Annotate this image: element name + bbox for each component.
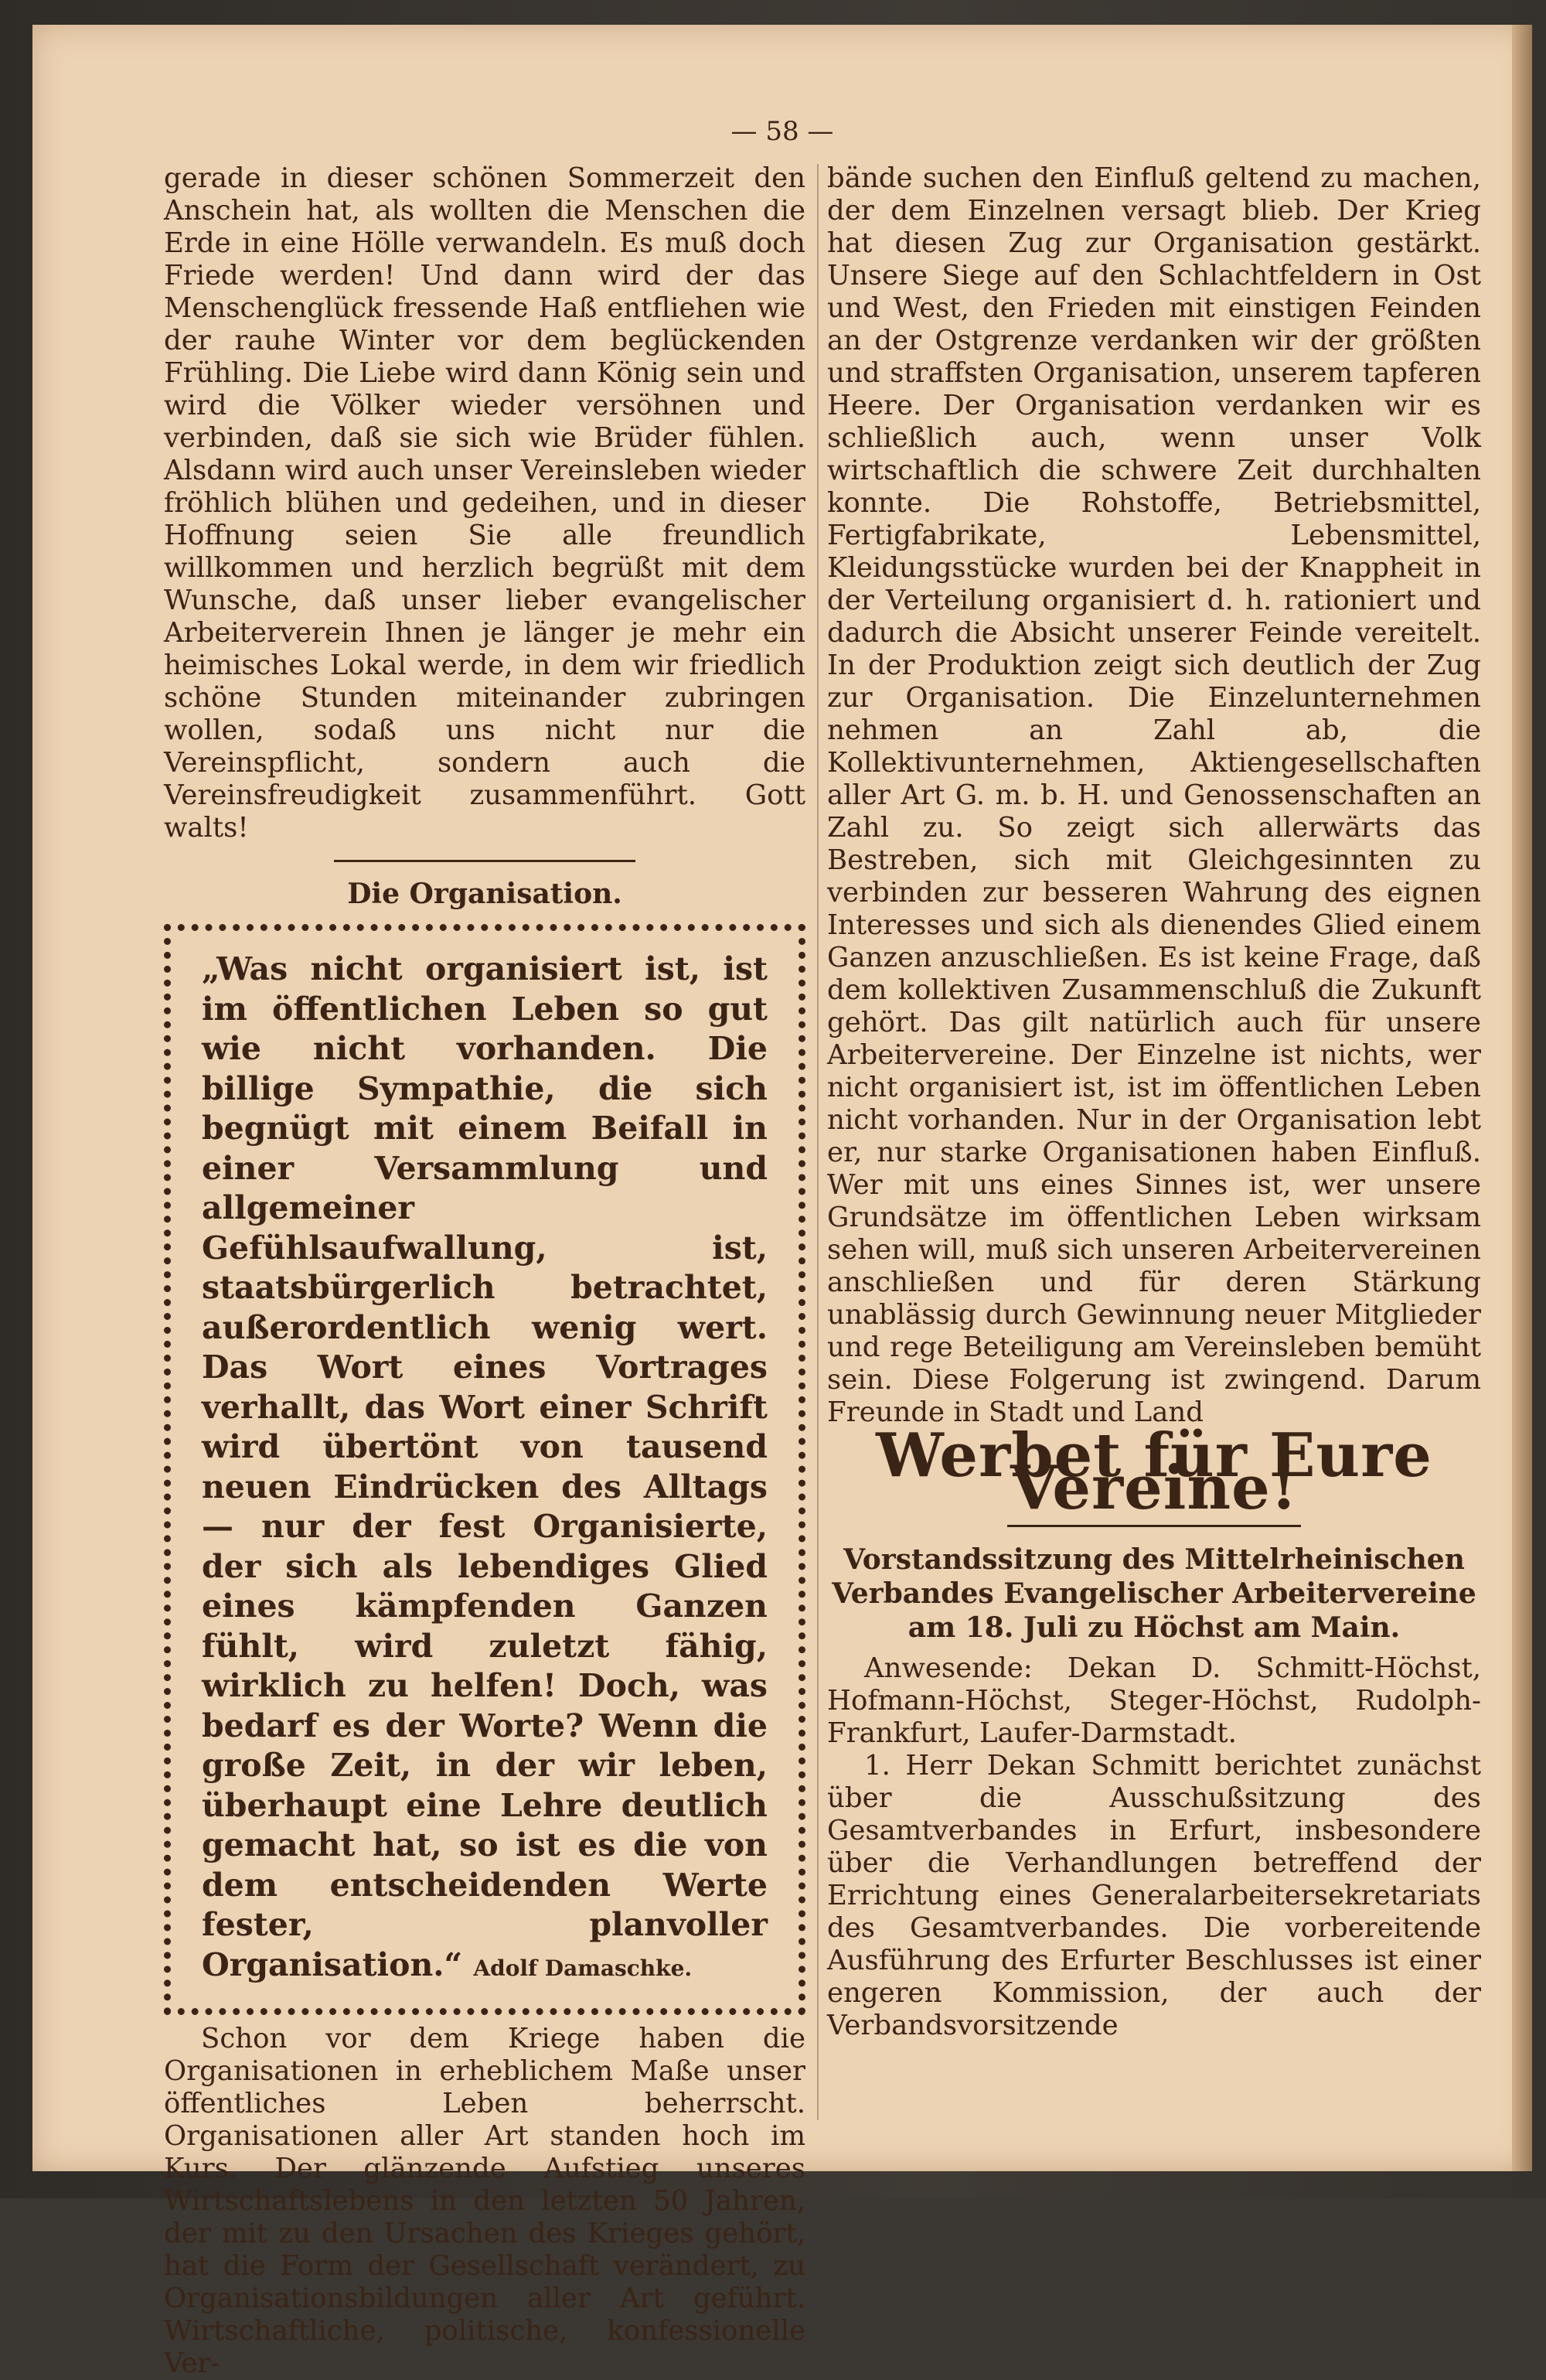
attendees-paragraph: Anwesende: Dekan D. Schmitt-Höchst, Hofmann-Höchst, Steger-Höchst, Rudolph-Frankfurt, Laufer-Darmstadt. [827, 1652, 1481, 1749]
meeting-title: Vorstandssitzung des Mittelrheinischen Verbandes Evangelischer Arbeitervereine am 18. Juli zu Höchst am Main. [832, 1543, 1476, 1644]
section-title: Die Organisation. [347, 878, 622, 910]
meeting-rule [1007, 1525, 1301, 1527]
body-paragraph-left: Schon vor dem Kriege haben die Organisationen in erheblichem Maße unser öffentliches Leben beherrscht. Organisationen aller Art standen hoch im Kurs. Der glänzende Aufstieg unseres Wirtschaftslebens in den letzten 50 Jahren, der mit zu den Ursachen des Krieges gehört, hat die Form der Gesellschaft verändert, zu Organisationsbildungen aller Art geführt. Wirtschaftliche, politische, konfessionelle Ver- [164, 2023, 805, 2379]
page-binding-edge [1512, 25, 1532, 2171]
appeal-headline: Werbet für Eure Vereine! [876, 1420, 1432, 1523]
quote-author: Adolf Damaschke. [473, 1955, 693, 1981]
intro-paragraph: gerade in dieser schönen Sommerzeit den Anschein hat, als wollten die Menschen die Erde in eine Hölle verwandeln. Es muß doch Friede werden! Und dann wird der das Menschenglück fressende Haß entfliehen wie der rauhe Winter vor dem beglückenden Frühling. Die Liebe wird dann König sein und wird die Völker wieder versöhnen und verbinden, daß sie sich wie Brüder fühlen. Alsdann wird auch unser Vereinsleben wieder fröhlich blühen und gedeihen, und in dieser Hoffnung seien Sie alle freundlich willkommen und herzlich begrüßt mit dem Wunsche, daß unser lieber evangelischer Arbeiterverein Ihnen je länger je mehr ein heimisches Lokal werde, in dem wir friedlich schöne Stunden miteinander zubringen wollen, sodaß uns nicht nur die Vereinspflicht, sondern auch die Vereinsfreudigkeit zusammenführt. Gott walts! [164, 162, 805, 844]
right-column [827, 162, 1481, 2042]
column-divider [817, 164, 819, 2120]
page-number: — 58 — [730, 116, 834, 147]
body-paragraph-right: bände suchen den Einfluß geltend zu machen, der dem Einzelnen versagt blieb. Der Krieg hat diesen Zug zur Organisation gestärkt. Unsere Siege auf den Schlachtfeldern in Ost und West, den Frieden mit einstigen Feinden an der Ostgrenze verdanken wir der größten und straffsten Organisation, unserem tapferen Heere. Der Organisation verdanken wir es schließlich auch, wenn unser Volk wirtschaftlich die schwere Zeit durchhalten konnte. Die Rohstoffe, Betriebsmittel, Fertigfabrikate, Lebensmittel, Kleidungsstücke wurden bei der Knappheit in der Verteilung organisiert d. h. rationiert und dadurch die Absicht unserer Feinde vereitelt. In der Produktion zeigt sich deutlich der Zug zur Organisation. Die Einzelunternehmen nehmen an Zahl ab, die Kollektivunternehmen, Aktiengesellschaften aller Art G. m. b. H. und Genossenschaften an Zahl zu. So zeigt sich allerwärts das Bestreben, sich mit Gleichgesinnten zu verbinden zur besseren Wahrung des eignen Interesses und sich als dienendes Glied einem Ganzen anzuschließen. Es ist keine Frage, daß dem kollektiven Zusammenschluß die Zukunft gehört. Das gilt natürlich auch für unsere Arbeitervereine. Der Einzelne ist nichts, wer nicht organisiert ist, ist im öffentlichen Leben nicht vorhanden. Nur in der Organisation lebt er, nur starke Organisationen haben Einfluß. Wer mit uns eines Sinnes ist, wer unsere Grundsätze im öffentlichen Leben wirksam sehen will, muß sich unseren Arbeitervereinen anschließen und für deren Stärkung unablässig durch Gewinnung neuer Mitglieder und rege Beteiligung am Vereinsleben bemüht sein. Diese Folgerung ist zwingend. Darum Freunde in Stadt und Land [827, 162, 1481, 1428]
left-column [164, 162, 805, 2380]
quote-text: „Was nicht organisiert ist, ist im öffentlichen Leben so gut wie nicht vorhanden. Die billige Sympathie, die sich begnügt mit einem Beifall in einer Versammlung und allgemeiner Gefühlsaufwallung, ist, staatsbürgerlich betrachtet, außerordentlich wenig wert. Das Wort eines Vortrages verhallt, das Wort einer Schrift wird übertönt von tausend neuen Eindrücken des Alltags — nur der fest Organisierte, der sich als lebendiges Glied eines kämpfenden Ganzen fühlt, wird zuletzt fähig, wirklich zu helfen! Doch, was bedarf es der Worte? Wenn die große Zeit, in der wir leben, überhaupt eine Lehre deutlich gemacht hat, so ist es die von dem entscheidenden Werte fester, planvoller Organisation.“ [202, 950, 768, 1983]
agenda-item-1: 1. Herr Dekan Schmitt berichtet zunächst über die Ausschußsitzung des Gesamtverbandes in Erfurt, insbesondere über die Verhandlungen betreffend der Errichtung eines Generalarbeitersekretariats des Gesamtverbandes. Die vorbereitende Ausführung des Erfurter Beschlusses ist einer engeren Kommission, der auch der Verbandsvorsitzende [827, 1750, 1481, 2041]
section-rule [334, 860, 635, 862]
quote-box [164, 924, 805, 2015]
newspaper-page [32, 25, 1532, 2379]
